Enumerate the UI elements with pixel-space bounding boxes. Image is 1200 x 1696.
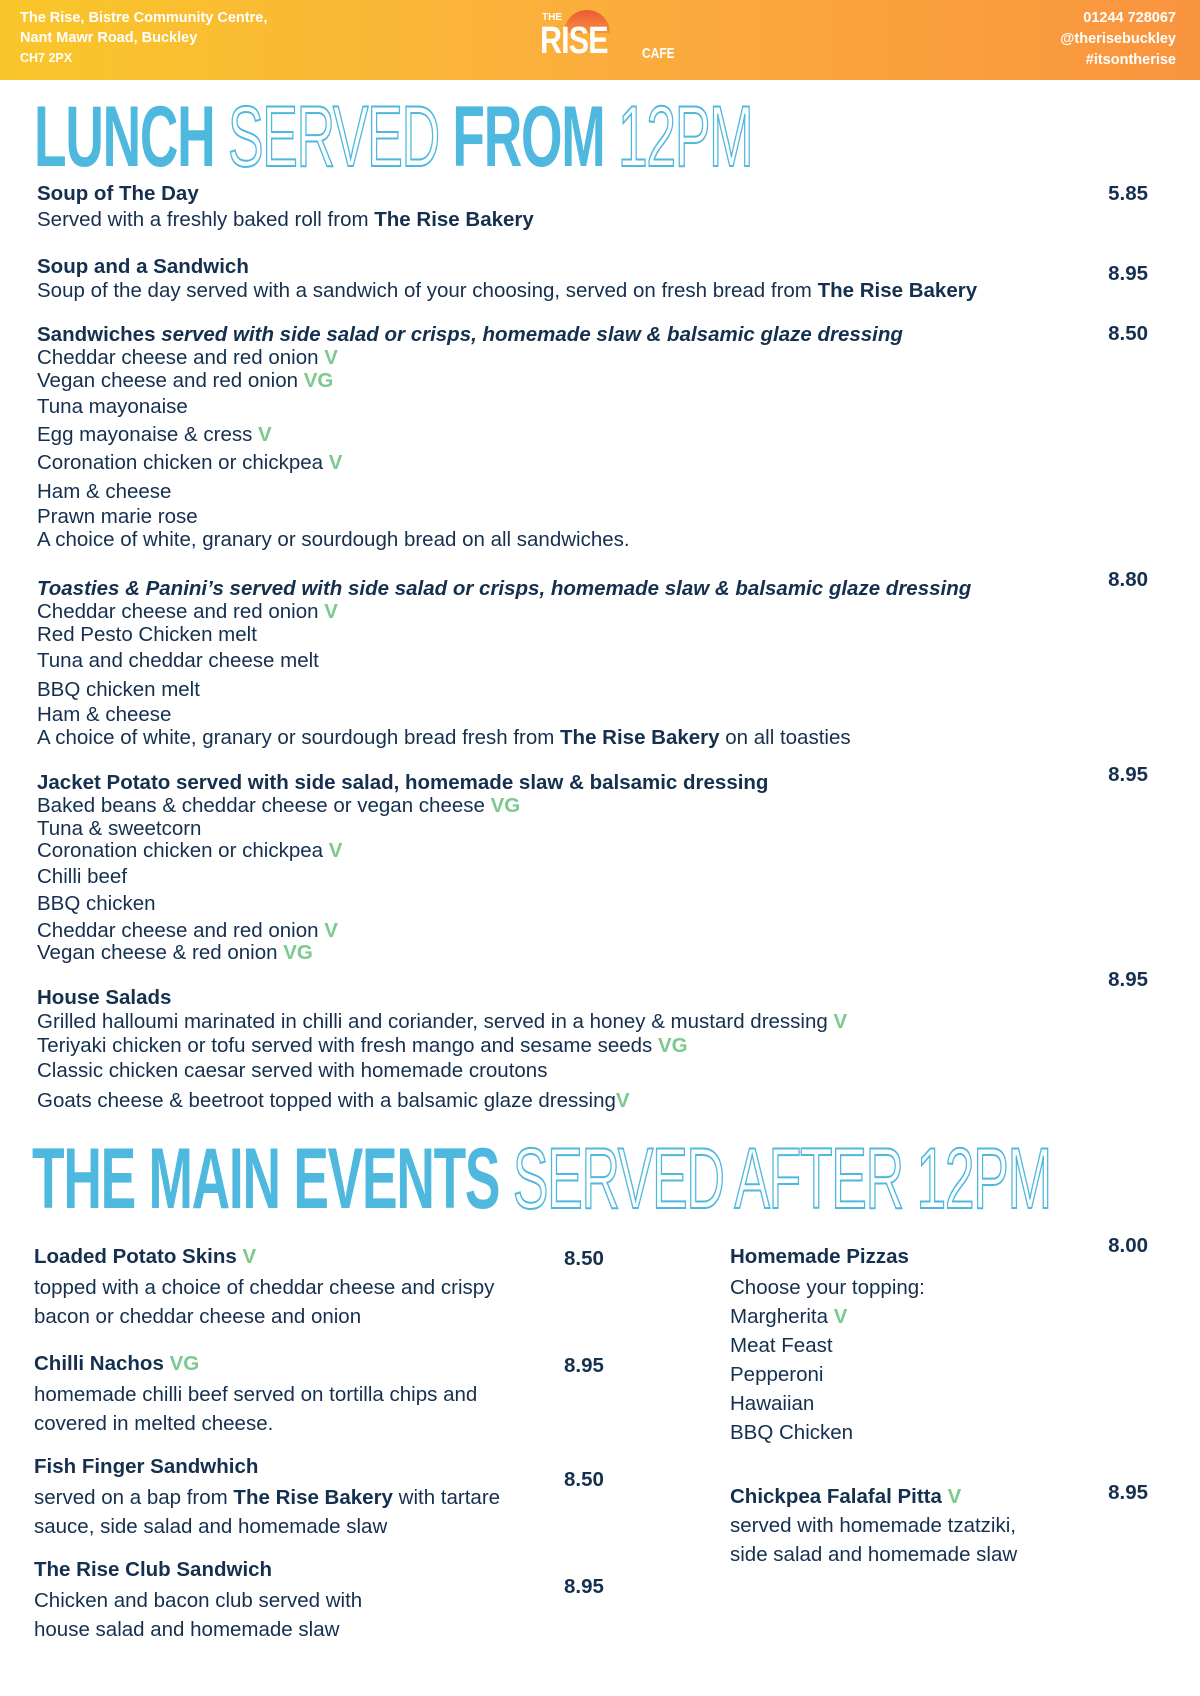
veg-tag: V xyxy=(324,346,338,369)
address-line: Nant Mawr Road, Buckley xyxy=(20,30,198,46)
menu-item: Tuna mayonaise xyxy=(37,395,188,418)
address-postcode: CH7 2PX xyxy=(20,51,73,65)
item-description: covered in melted cheese. xyxy=(34,1412,274,1435)
price: 8.50 xyxy=(1108,322,1148,345)
veg-tag: V xyxy=(242,1245,257,1268)
item-title: Sandwiches served with side salad or crisps, homemade slaw & balsamic glaze dressing xyxy=(37,323,903,346)
pizza-topping: Margherita V xyxy=(730,1305,848,1328)
menu-item: Teriyaki chicken or tofu served with fresh mango and sesame seeds VG xyxy=(37,1034,688,1057)
pizza-topping: Meat Feast xyxy=(730,1334,833,1357)
menu-item: Red Pesto Chicken melt xyxy=(37,623,257,646)
veg-tag: VG xyxy=(490,794,521,817)
rise-logo xyxy=(540,8,620,68)
menu-item: BBQ chicken xyxy=(37,892,156,915)
menu-item: Baked beans & cheddar cheese or vegan cheese VG xyxy=(37,794,521,817)
item-title: Chickpea Falafal Pitta V xyxy=(730,1485,962,1508)
veg-tag: V xyxy=(947,1485,962,1508)
menu-item: Cheddar cheese and red onion V xyxy=(37,600,338,623)
menu-item: Cheddar cheese and red onion V xyxy=(37,346,338,369)
veg-tag: V xyxy=(615,1089,630,1112)
veg-tag: V xyxy=(328,451,343,474)
menu-item-chilli-nachos xyxy=(34,1352,594,1438)
price: 8.95 xyxy=(1108,1481,1148,1504)
bread-note: A choice of white, granary or sourdough bread on all sandwiches. xyxy=(37,528,630,551)
phone-number: 01244 728067 xyxy=(1083,10,1176,26)
heading-solid: FROM xyxy=(452,89,605,185)
menu-item: Coronation chicken or chickpea V xyxy=(37,839,343,862)
pizza-topping: BBQ Chicken xyxy=(730,1421,854,1444)
item-description: house salad and homemade slaw xyxy=(34,1618,340,1641)
veg-tag: VG xyxy=(169,1352,200,1375)
veg-tag: V xyxy=(328,839,343,862)
menu-item-homemade-pizzas xyxy=(730,1245,1110,1447)
price: 8.50 xyxy=(564,1247,604,1270)
bread-note: A choice of white, granary or sourdough bread fresh from The Rise Bakery on all toasties xyxy=(37,726,851,749)
item-description: sauce, side salad and homemade slaw xyxy=(34,1515,388,1538)
menu-item: Goats cheese & beetroot topped with a balsamic glaze dressingV xyxy=(37,1089,630,1112)
item-description: served on a bap from The Rise Bakery with tartare xyxy=(34,1486,501,1509)
menu-item-rise-club-sandwich xyxy=(34,1558,594,1644)
menu-item: Chilli beef xyxy=(37,865,128,888)
price: 8.95 xyxy=(1108,262,1148,285)
menu-section-toasties xyxy=(37,577,1087,752)
menu-item-falafel-pitta xyxy=(730,1485,1110,1569)
menu-item: Grilled halloumi marinated in chilli and coriander, served in a honey & mustard dressing V xyxy=(37,1010,848,1033)
item-description: homemade chilli beef served on tortilla chips and xyxy=(34,1383,478,1406)
item-title: Soup and a Sandwich xyxy=(37,255,249,278)
heading-outline: SERVED AFTER 12PM xyxy=(512,1131,1051,1227)
menu-item: Cheddar cheese and red onion V xyxy=(37,919,338,942)
item-description: Served with a freshly baked roll from The Rise Bakery xyxy=(37,208,534,231)
logo-text: RISE xyxy=(540,20,608,62)
price: 8.50 xyxy=(564,1468,604,1491)
price: 8.80 xyxy=(1108,568,1148,591)
item-description: topped with a choice of cheddar cheese and crispy xyxy=(34,1276,495,1299)
menu-item: Prawn marie rose xyxy=(37,505,198,528)
veg-tag: V xyxy=(324,919,338,942)
lunch-heading xyxy=(34,89,753,185)
cafe-label: CAFE xyxy=(642,45,675,62)
menu-section-sandwiches xyxy=(37,323,1087,553)
address xyxy=(20,8,267,68)
menu-item: Ham & cheese xyxy=(37,480,172,503)
pizza-topping: Pepperoni xyxy=(730,1363,824,1386)
menu-item: BBQ chicken melt xyxy=(37,678,200,701)
main-events-heading xyxy=(32,1131,1051,1227)
veg-tag: V xyxy=(324,600,338,623)
item-title: The Rise Club Sandwich xyxy=(34,1558,273,1581)
heading-solid: LUNCH xyxy=(34,89,215,185)
menu-item: Tuna and cheddar cheese melt xyxy=(37,649,319,672)
item-title: Soup of The Day xyxy=(37,182,199,205)
item-title: Jacket Potato served with side salad, homemade slaw & balsamic dressing xyxy=(37,771,769,794)
menu-item: Vegan cheese & red onion VG xyxy=(37,941,313,964)
menu-section-soup xyxy=(37,182,1087,234)
address-line: The Rise, Bistre Community Centre, xyxy=(20,10,268,26)
heading-solid: THE MAIN EVENTS xyxy=(32,1131,500,1227)
item-title: House Salads xyxy=(37,986,172,1009)
menu-item: Coronation chicken or chickpea V xyxy=(37,451,343,474)
price: 8.95 xyxy=(564,1575,604,1598)
menu-section-house-salads xyxy=(37,986,1087,1114)
item-description: Soup of the day served with a sandwich of your choosing, served on fresh bread from The Rise Bakery xyxy=(37,279,978,302)
item-title: Toasties & Panini’s served with side salad or crisps, homemade slaw & balsamic glaze dressing xyxy=(37,577,972,600)
item-description: Choose your topping: xyxy=(730,1276,925,1299)
veg-tag: V xyxy=(833,1305,848,1328)
item-description: served with homemade tzatziki, xyxy=(730,1514,1016,1537)
price: 8.95 xyxy=(1108,968,1148,991)
item-title: Fish Finger Sandwhich xyxy=(34,1455,259,1478)
logo-the: THE xyxy=(542,12,562,23)
menu-item-loaded-potato-skins xyxy=(34,1245,594,1331)
menu-item: Tuna & sweetcorn xyxy=(37,817,202,840)
menu-item: Ham & cheese xyxy=(37,703,172,726)
hashtag: #itsontherise xyxy=(1085,52,1176,68)
price: 8.95 xyxy=(564,1354,604,1377)
item-description: side salad and homemade slaw xyxy=(730,1543,1018,1566)
veg-tag: VG xyxy=(658,1034,688,1057)
menu-section-jacket-potato xyxy=(37,771,1087,966)
pizza-topping: Hawaiian xyxy=(730,1392,815,1415)
menu-item: Egg mayonaise & cress V xyxy=(37,423,272,446)
heading-outline: 12PM xyxy=(618,89,753,185)
menu-item-fish-finger-sandwich xyxy=(34,1455,594,1541)
item-description: Chicken and bacon club served with xyxy=(34,1589,363,1612)
veg-tag: VG xyxy=(303,369,334,392)
price: 8.95 xyxy=(1108,763,1148,786)
veg-tag: VG xyxy=(283,941,313,964)
item-title: Homemade Pizzas xyxy=(730,1245,909,1268)
menu-item: Classic chicken caesar served with homemade croutons xyxy=(37,1059,548,1082)
item-description: bacon or cheddar cheese and onion xyxy=(34,1305,362,1328)
heading-outline: SERVED xyxy=(227,89,439,185)
veg-tag: V xyxy=(833,1010,848,1033)
price: 5.85 xyxy=(1108,182,1148,205)
veg-tag: V xyxy=(258,423,272,446)
menu-section-soup-sandwich xyxy=(37,255,1087,307)
menu-item: Vegan cheese and red onion VG xyxy=(37,369,334,392)
item-title: Loaded Potato Skins V xyxy=(34,1245,257,1268)
price: 8.00 xyxy=(1108,1234,1148,1257)
item-title: Chilli Nachos VG xyxy=(34,1352,200,1375)
social-handle: @therisebuckley xyxy=(1060,31,1176,47)
header-bar xyxy=(0,0,1200,80)
contact-info xyxy=(1060,8,1176,71)
